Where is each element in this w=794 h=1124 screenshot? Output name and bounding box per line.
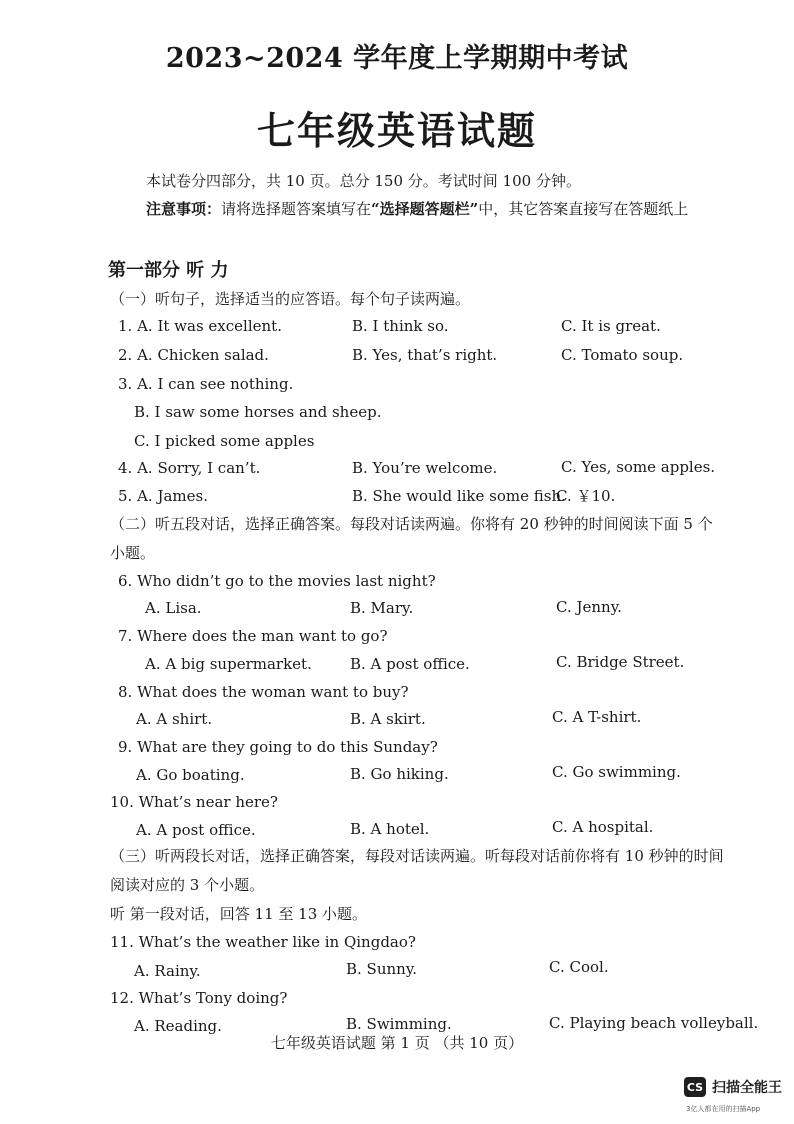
q10-option-a: A. A post office. <box>136 821 256 839</box>
section3-instructions-line2: 阅读对应的 3 个小题。 <box>110 876 265 894</box>
q11-stem: 11. What’s the weather like in Qingdao? <box>110 933 416 951</box>
q5-option-b: B. She would like some fish. <box>352 487 566 505</box>
exam-title-line1: 2023~2024 学年度上学期期中考试 <box>165 43 629 74</box>
q8-option-b: B. A skirt. <box>350 710 426 728</box>
section1-instructions: （一）听句子，选择适当的应答语。每个句子读两遍。 <box>110 290 471 308</box>
camscanner-logo-icon: CS <box>684 1077 706 1097</box>
watermark-tagline: 3亿人都在用的扫描App <box>686 1105 761 1113</box>
q1-option-b: B. I think so. <box>352 317 449 335</box>
q4-option-c: C. Yes, some apples. <box>561 458 716 476</box>
q6-option-a: A. Lisa. <box>145 599 202 617</box>
q10-option-b: B. A hotel. <box>350 820 430 838</box>
dialogue1-subheading: 听 第一段对话，回答 11 至 13 小题。 <box>110 905 368 923</box>
q12-option-a: A. Reading. <box>134 1017 222 1035</box>
q1-option-a: 1. A. It was excellent. <box>118 317 282 335</box>
q9-stem: 9. What are they going to do this Sunday? <box>118 738 438 756</box>
q3-option-c: C. I picked some apples <box>134 432 315 450</box>
q5-option-c: C. ￥10. <box>556 487 616 505</box>
watermark-app-name: 扫描全能王 <box>712 1080 782 1096</box>
section2-instructions-line2: 小题。 <box>110 544 156 562</box>
q4-option-a: 4. A. Sorry, I can’t. <box>118 459 261 477</box>
q9-option-c: C. Go swimming. <box>552 763 681 781</box>
q2-option-c: C. Tomato soup. <box>561 346 684 364</box>
q7-option-b: B. A post office. <box>350 655 470 673</box>
q4-option-b: B. You’re welcome. <box>352 459 498 477</box>
notice-line <box>146 198 688 219</box>
q12-option-c: C. Playing beach volleyball. <box>549 1014 759 1032</box>
scanner-watermark <box>684 1077 782 1097</box>
q8-option-c: C. A T-shirt. <box>552 708 642 726</box>
q2-option-a: 2. A. Chicken salad. <box>118 346 269 364</box>
q8-option-a: A. A shirt. <box>136 710 213 728</box>
q2-option-b: B. Yes, that’s right. <box>352 346 498 364</box>
section2-instructions-line1: （二）听五段对话，选择正确答案。每段对话读两遍。你将有 20 秒钟的时间阅读下面 5 个 <box>110 515 713 533</box>
q3-option-b: B. I saw some horses and sheep. <box>134 403 382 421</box>
q11-option-a: A. Rainy. <box>134 962 201 980</box>
notice-text-b: 中，其它答案直接写在答题纸上 <box>478 200 689 218</box>
q11-option-b: B. Sunny. <box>346 960 418 978</box>
q6-stem: 6. Who didn’t go to the movies last night? <box>118 572 436 590</box>
q6-option-c: C. Jenny. <box>556 598 622 616</box>
q6-option-b: B. Mary. <box>350 599 414 617</box>
q12-stem: 12. What’s Tony doing? <box>110 989 288 1007</box>
notice-text-a: 请将选择题答案填写在 <box>221 200 372 218</box>
q7-stem: 7. Where does the man want to go? <box>118 627 388 645</box>
section3-instructions-line1: （三）听两段长对话，选择正确答案，每段对话读两遍。听每段对话前你将有 10 秒钟的时间 <box>110 847 724 865</box>
q11-option-c: C. Cool. <box>549 958 609 976</box>
part1-heading: 第一部分 听 力 <box>108 260 229 281</box>
q3-option-a: 3. A. I can see nothing. <box>118 375 294 393</box>
notice-label: 注意事项： <box>146 200 222 218</box>
q7-option-c: C. Bridge Street. <box>556 653 685 671</box>
q1-option-c: C. It is great. <box>561 317 661 335</box>
q9-option-b: B. Go hiking. <box>350 765 449 783</box>
q10-option-c: C. A hospital. <box>552 818 654 836</box>
exam-title-line2: 七年级英语试题 <box>256 108 537 153</box>
q9-option-a: A. Go boating. <box>136 766 245 784</box>
q10-stem: 10. What’s near here? <box>110 793 278 811</box>
page-footer: 七年级英语试题 第 1 页 （共 10 页） <box>270 1034 524 1052</box>
notice-bold: “选择题答题栏” <box>371 200 479 218</box>
q7-option-a: A. A big supermarket. <box>145 655 312 673</box>
intro-line: 本试卷分四部分，共 10 页。总分 150 分。考试时间 100 分钟。 <box>146 172 581 190</box>
q5-option-a: 5. A. James. <box>118 487 208 505</box>
q12-option-b: B. Swimming. <box>346 1015 452 1033</box>
q8-stem: 8. What does the woman want to buy? <box>118 683 409 701</box>
